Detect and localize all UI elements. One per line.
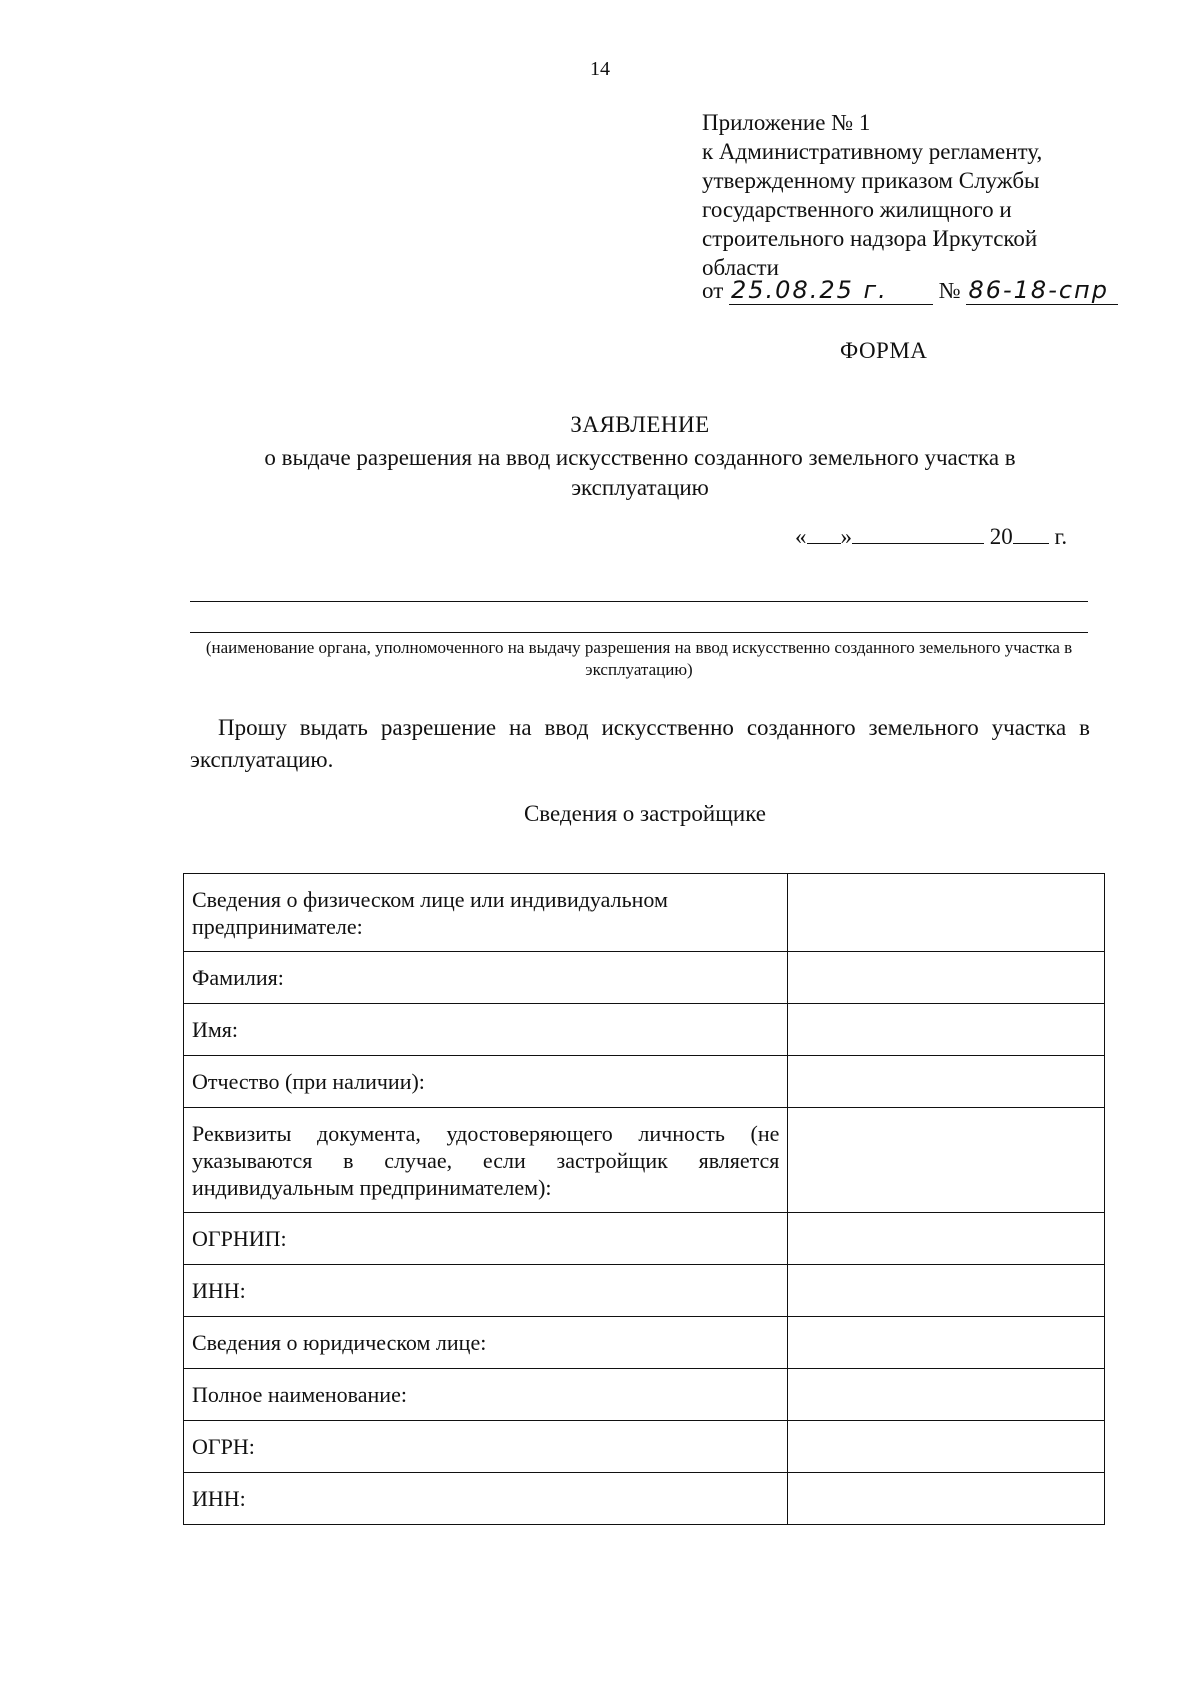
- row-value-cell: [788, 874, 1105, 952]
- row-value-cell: [788, 1265, 1105, 1317]
- section-title: Сведения о застройщике: [523, 801, 767, 826]
- table-row: [184, 1213, 1105, 1265]
- order-number-prefix: №: [938, 278, 961, 303]
- row-label: ОГРНИП:: [184, 1213, 788, 1265]
- appendix-line: утвержденному приказом Службы: [702, 168, 1040, 193]
- row-value-cell: [788, 1213, 1105, 1265]
- appendix-line: государственного жилищного и: [702, 197, 1012, 222]
- row-label: ИНН:: [184, 1265, 788, 1317]
- date-close-quote: »: [840, 524, 852, 549]
- row-value-cell: [788, 1056, 1105, 1108]
- table-row: [184, 874, 1105, 952]
- developer-info-table: [183, 873, 1105, 1525]
- table-row: [184, 1369, 1105, 1421]
- row-label: Реквизиты документа, удостоверяющего личность (не указываются в случае, если застройщик является индивидуальным предпринимателем):: [184, 1108, 788, 1213]
- row-label: Сведения о физическом лице или индивидуальном предпринимателе:: [184, 874, 788, 952]
- order-date-number: [702, 276, 1118, 305]
- appendix-line: строительного надзора Иркутской: [702, 226, 1038, 251]
- row-label: ИНН:: [184, 1473, 788, 1525]
- request-paragraph: Прошу выдать разрешение на ввод искусственно созданного земельного участка в эксплуатацию.: [190, 715, 1090, 772]
- document-subtitle: о выдаче разрешения на ввод искусственно созданного земельного участка в эксплуатацию: [264, 445, 1016, 500]
- row-value-cell: [788, 1369, 1105, 1421]
- date-open-quote: «: [795, 524, 807, 549]
- table-row: [184, 1473, 1105, 1525]
- table-row: [184, 1004, 1105, 1056]
- table-row: [184, 1265, 1105, 1317]
- application-date-field: [795, 524, 1067, 550]
- row-label: Полное наименование:: [184, 1369, 788, 1421]
- row-value-cell: [788, 1473, 1105, 1525]
- row-value-cell: [788, 1421, 1105, 1473]
- row-value-cell: [788, 1317, 1105, 1369]
- order-number-handwritten: 86-18-спр: [966, 276, 1118, 305]
- row-label: Сведения о юридическом лице:: [184, 1317, 788, 1369]
- organ-caption: (наименование органа, уполномоченного на выдачу разрешения на ввод искусственно созданного земельного участка в эксплуатацию): [205, 638, 1073, 679]
- row-label: Имя:: [184, 1004, 788, 1056]
- table-row: [184, 1056, 1105, 1108]
- row-label: ОГРН:: [184, 1421, 788, 1473]
- appendix-line: области: [702, 255, 779, 280]
- row-label: Фамилия:: [184, 952, 788, 1004]
- row-label: Отчество (при наличии):: [184, 1056, 788, 1108]
- row-value-cell: [788, 1004, 1105, 1056]
- year-suffix: г.: [1054, 524, 1068, 549]
- page-number: 14: [590, 58, 610, 80]
- table-row: [184, 952, 1105, 1004]
- appendix-line: к Административному регламенту,: [702, 139, 1043, 164]
- order-date-prefix: от: [702, 278, 724, 303]
- day-blank: [807, 525, 841, 544]
- form-label: ФОРМА: [840, 338, 928, 363]
- table-row: [184, 1421, 1105, 1473]
- year-blank: [1013, 525, 1049, 544]
- row-value-cell: [788, 952, 1105, 1004]
- year-prefix: 20: [989, 524, 1013, 549]
- document-title: ЗАЯВЛЕНИЕ: [570, 412, 710, 437]
- organ-name-line: [190, 632, 1088, 633]
- appendix-block: [702, 108, 1122, 282]
- table-row: [184, 1108, 1105, 1213]
- order-date-handwritten: 25.08.25 г.: [729, 276, 933, 305]
- row-value-cell: [788, 1108, 1105, 1213]
- organ-name-line: [190, 601, 1088, 602]
- month-blank: [852, 525, 984, 544]
- table-row: [184, 1317, 1105, 1369]
- appendix-line: Приложение № 1: [702, 110, 871, 135]
